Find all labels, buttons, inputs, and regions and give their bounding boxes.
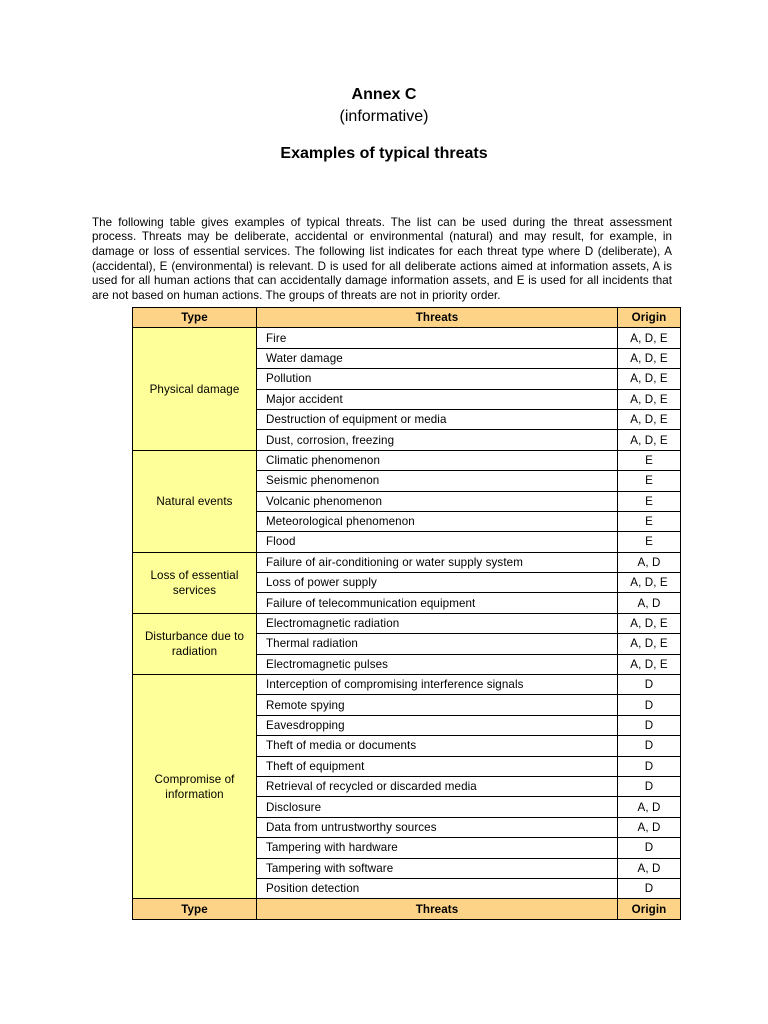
table-row — [133, 613, 681, 633]
threat-cell: Pollution — [257, 369, 618, 389]
threat-cell: Theft of equipment — [257, 756, 618, 776]
threat-cell: Loss of power supply — [257, 573, 618, 593]
annex-heading: Annex C — [351, 86, 417, 103]
origin-cell: A, D — [618, 817, 681, 837]
threat-type-cell: Physical damage — [133, 328, 257, 450]
origin-cell: D — [618, 838, 681, 858]
origin-cell: E — [618, 491, 681, 511]
threat-type-cell: Natural events — [133, 450, 257, 552]
threat-type-cell: Disturbance due to radiation — [133, 613, 257, 674]
origin-cell: D — [618, 675, 681, 695]
origin-cell: A, D — [618, 858, 681, 878]
origin-cell: E — [618, 532, 681, 552]
footer-type: Type — [133, 899, 257, 919]
threat-cell: Dust, corrosion, freezing — [257, 430, 618, 450]
footer-origin: Origin — [618, 899, 681, 919]
table-row — [133, 675, 681, 695]
header-threats: Threats — [257, 308, 618, 328]
threat-cell: Tampering with hardware — [257, 838, 618, 858]
header-origin: Origin — [618, 308, 681, 328]
threat-cell: Destruction of equipment or media — [257, 409, 618, 429]
origin-cell: D — [618, 776, 681, 796]
threat-type-cell: Compromise of information — [133, 675, 257, 899]
threat-cell: Volcanic phenomenon — [257, 491, 618, 511]
threat-cell: Flood — [257, 532, 618, 552]
threat-cell: Interception of compromising interference signals — [257, 675, 618, 695]
threat-cell: Failure of air-conditioning or water supply system — [257, 552, 618, 572]
origin-cell: A, D, E — [618, 430, 681, 450]
origin-cell: A, D, E — [618, 654, 681, 674]
threat-cell: Thermal radiation — [257, 634, 618, 654]
origin-cell: E — [618, 511, 681, 531]
threat-cell: Position detection — [257, 878, 618, 898]
origin-cell: A, D, E — [618, 409, 681, 429]
threat-cell: Major accident — [257, 389, 618, 409]
origin-cell: D — [618, 878, 681, 898]
table-body — [133, 328, 681, 899]
origin-cell: E — [618, 450, 681, 470]
threat-cell: Electromagnetic radiation — [257, 613, 618, 633]
threat-cell: Meteorological phenomenon — [257, 511, 618, 531]
table-row — [133, 552, 681, 572]
annex-subheading: (informative) — [339, 108, 429, 125]
origin-cell: A, D, E — [618, 573, 681, 593]
origin-cell: D — [618, 695, 681, 715]
threat-cell: Electromagnetic pulses — [257, 654, 618, 674]
page-title: Examples of typical threats — [280, 145, 488, 162]
table-row — [133, 328, 681, 348]
origin-cell: A, D — [618, 797, 681, 817]
header-type: Type — [133, 308, 257, 328]
threat-cell: Fire — [257, 328, 618, 348]
table-header-row — [133, 308, 681, 328]
threat-cell: Failure of telecommunication equipment — [257, 593, 618, 613]
origin-cell: A, D, E — [618, 369, 681, 389]
table-footer-row — [133, 899, 681, 919]
origin-cell: A, D, E — [618, 348, 681, 368]
threat-cell: Theft of media or documents — [257, 736, 618, 756]
origin-cell: D — [618, 756, 681, 776]
origin-cell: E — [618, 471, 681, 491]
intro-paragraph: The following table gives examples of typical threats. The list can be used during the threat assessment process. Threats may be deliberate, accidental or environmental (natural) and may result, for example, in damage or loss of essential services. The following list indicates for each threat type where D (deliberate), A (accidental), E (environmental) is relevant. D is used for all deliberate actions aimed at information assets, A is used for all human actions that can accidentally damage information assets, and E is used for all incidents that are not based on human actions. The groups of threats are not in priority order. — [92, 215, 672, 303]
origin-cell: D — [618, 736, 681, 756]
threat-cell: Climatic phenomenon — [257, 450, 618, 470]
origin-cell: A, D, E — [618, 328, 681, 348]
threat-cell: Water damage — [257, 348, 618, 368]
threat-cell: Eavesdropping — [257, 715, 618, 735]
threat-cell: Data from untrustworthy sources — [257, 817, 618, 837]
threat-type-cell: Loss of essential services — [133, 552, 257, 613]
origin-cell: A, D — [618, 593, 681, 613]
threat-cell: Remote spying — [257, 695, 618, 715]
threat-cell: Seismic phenomenon — [257, 471, 618, 491]
threat-cell: Retrieval of recycled or discarded media — [257, 776, 618, 796]
origin-cell: D — [618, 715, 681, 735]
threat-cell: Tampering with software — [257, 858, 618, 878]
origin-cell: A, D, E — [618, 389, 681, 409]
origin-cell: A, D, E — [618, 613, 681, 633]
threats-table — [132, 307, 681, 920]
footer-threats: Threats — [257, 899, 618, 919]
threat-cell: Disclosure — [257, 797, 618, 817]
origin-cell: A, D — [618, 552, 681, 572]
origin-cell: A, D, E — [618, 634, 681, 654]
table-row — [133, 450, 681, 470]
